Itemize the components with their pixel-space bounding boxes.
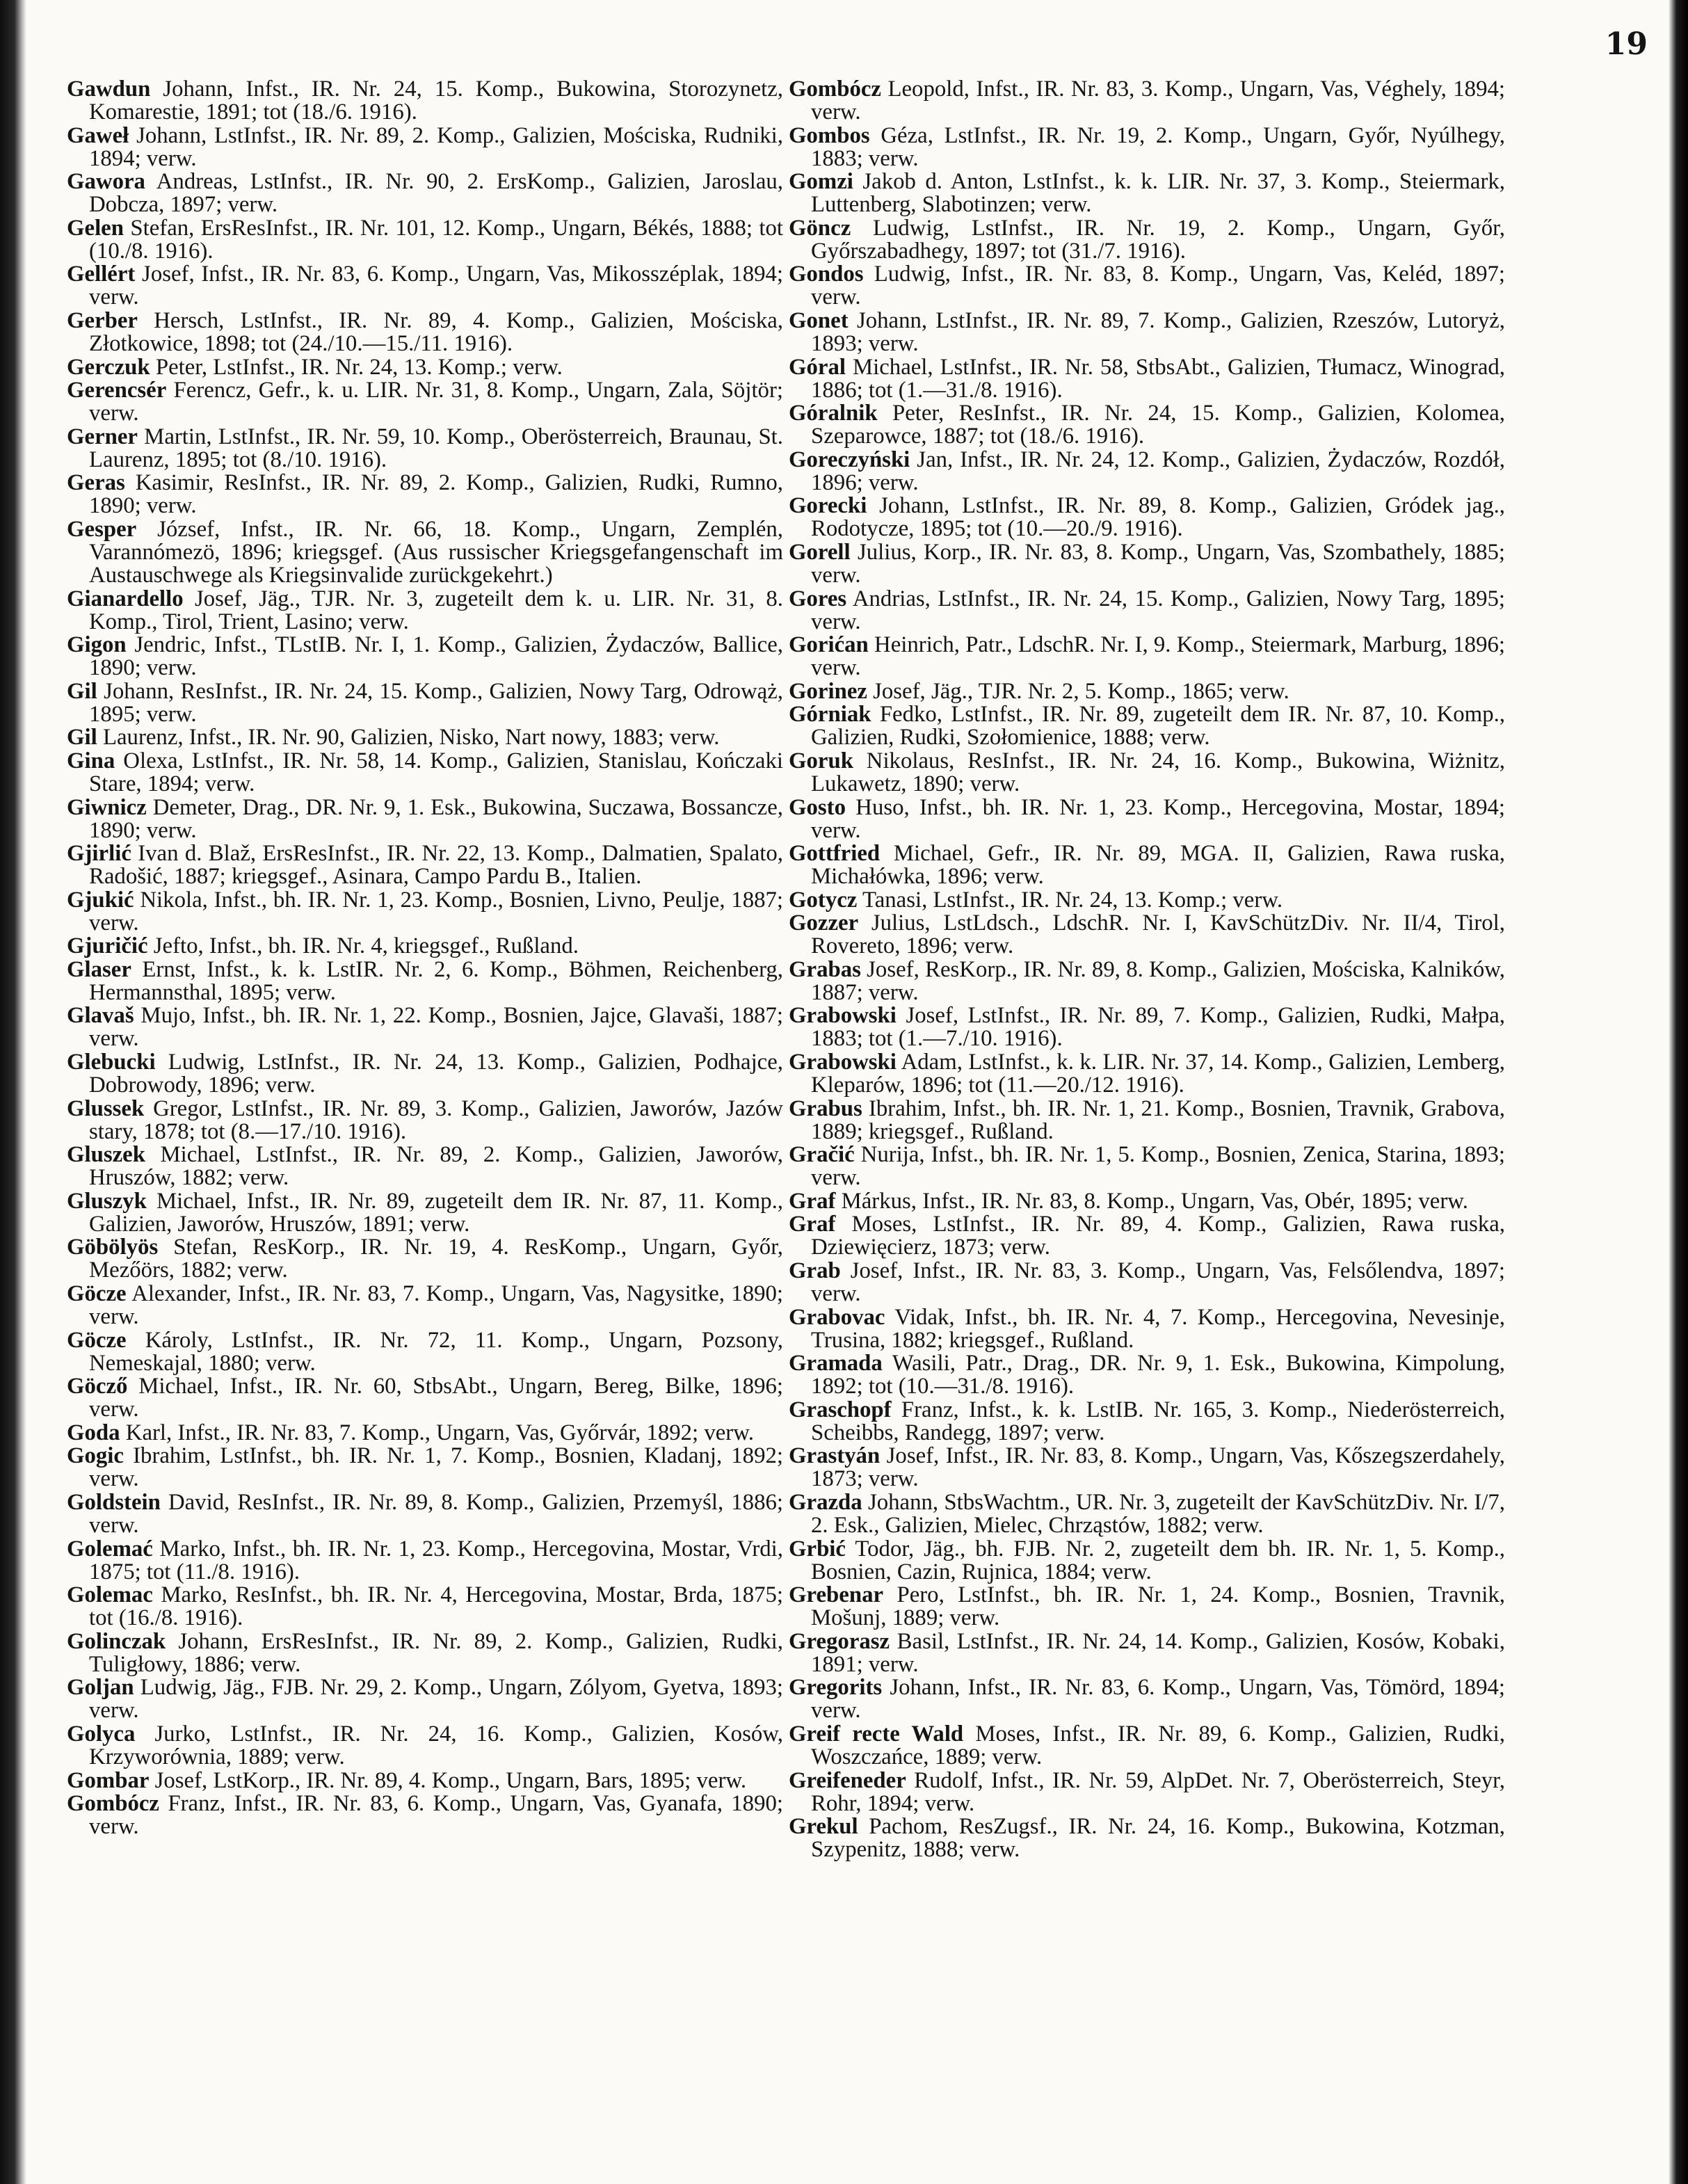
entry-surname: Golyca bbox=[67, 1721, 136, 1747]
entry-surname: Gramada bbox=[789, 1351, 883, 1376]
list-entry bbox=[789, 1676, 1505, 1722]
list-entry bbox=[67, 1630, 783, 1676]
entry-details: Ibrahim, Infst., bh. IR. Nr. 1, 21. Komp., Bosnien, Travnik, Grabova, 1889; kriegsgef., Rußland. bbox=[811, 1095, 1505, 1144]
list-entry bbox=[67, 263, 783, 309]
entry-details: Josef, LstKorp., IR. Nr. 89, 4. Komp., Ungarn, Bars, 1895; verw. bbox=[149, 1767, 747, 1793]
entry-details: Ibrahim, LstInfst., bh. IR. Nr. 1, 7. Komp., Bosnien, Kladanj, 1892; verw. bbox=[89, 1443, 783, 1492]
list-entry bbox=[67, 1769, 783, 1792]
entry-details: Fedko, LstInfst., IR. Nr. 89, zugeteilt dem IR. Nr. 87, 10. Komp., Galizien, Rudki, Szołomienice, 1888; verw. bbox=[811, 702, 1505, 750]
list-entry bbox=[67, 78, 783, 124]
list-entry bbox=[67, 796, 783, 842]
list-entry bbox=[67, 1723, 783, 1769]
entry-surname: Giwnicz bbox=[67, 794, 147, 820]
list-entry bbox=[67, 750, 783, 796]
entry-details: Nikolaus, ResInfst., IR. Nr. 24, 16. Komp., Bukowina, Wiżnitz, Lukawetz, 1890; verw. bbox=[811, 748, 1505, 796]
list-entry bbox=[789, 796, 1505, 842]
list-entry bbox=[67, 356, 783, 379]
entry-details: Johann, ResInfst., IR. Nr. 24, 15. Komp., Galizien, Nowy Targ, Odrowąż, 1895; verw. bbox=[89, 678, 783, 727]
entry-surname: Goljan bbox=[67, 1675, 134, 1701]
list-entry bbox=[67, 518, 783, 587]
entry-details: Johann, Infst., IR. Nr. 83, 6. Komp., Ungarn, Vas, Tömörd, 1894; verw. bbox=[811, 1675, 1505, 1724]
entry-surname: Golemac bbox=[67, 1582, 153, 1608]
entry-details: Josef, Jäg., TJR. Nr. 2, 5. Komp., 1865; verw. bbox=[867, 678, 1289, 704]
entry-surname: Grastyán bbox=[789, 1443, 881, 1469]
entry-surname: Grabowski bbox=[789, 1003, 897, 1029]
entry-surname: Gerczuk bbox=[67, 354, 150, 380]
entry-surname: Górniak bbox=[789, 702, 871, 728]
entry-details: Johann, Infst., IR. Nr. 24, 15. Komp., Bukowina, Storozynetz, Komarestie, 1891; tot (18./6. 1916). bbox=[89, 77, 783, 125]
entry-details: Ernst, Infst., k. k. LstIR. Nr. 2, 6. Komp., Böhmen, Reichenberg, Hermannsthal, 1895; verw. bbox=[89, 956, 783, 1005]
list-entry bbox=[67, 1095, 783, 1144]
list-entry bbox=[789, 680, 1505, 703]
entry-details: Vidak, Infst., bh. IR. Nr. 4, 7. Komp., Hercegovina, Nevesinje, Trusina, 1882; kriegsgef., Rußland. bbox=[811, 1304, 1505, 1353]
entry-details: David, ResInfst., IR. Nr. 89, 8. Komp., Galizien, Przemyśl, 1886; verw. bbox=[89, 1490, 783, 1538]
entry-details: Mujo, Infst., bh. IR. Nr. 1, 22. Komp., Bosnien, Jajce, Glavaši, 1887; verw. bbox=[89, 1003, 783, 1052]
list-entry bbox=[67, 379, 783, 425]
entry-details: Demeter, Drag., DR. Nr. 9, 1. Esk., Bukowina, Suczawa, Bossancze, 1890; verw. bbox=[89, 794, 783, 843]
list-entry bbox=[67, 889, 783, 935]
entry-details: Josef, Jäg., TJR. Nr. 3, zugeteilt dem k. u. LIR. Nr. 31, 8. Komp., Tirol, Trient, Lasino; verw. bbox=[89, 586, 783, 634]
entry-surname: Grabas bbox=[789, 956, 861, 982]
entry-surname: Gozzer bbox=[789, 910, 859, 936]
entry-surname: Gorinez bbox=[789, 678, 867, 704]
entry-surname: Gorićan bbox=[789, 632, 869, 658]
entry-surname: Gosto bbox=[789, 794, 846, 820]
list-entry bbox=[67, 1422, 783, 1445]
list-entry bbox=[67, 842, 783, 888]
entry-details: Alexander, Infst., IR. Nr. 83, 7. Komp., Ungarn, Vas, Nagysitke, 1890; verw. bbox=[89, 1281, 783, 1330]
list-entry bbox=[789, 263, 1505, 309]
entry-details: Jefto, Infst., bh. IR. Nr. 4, kriegsgef., Rußland. bbox=[147, 933, 579, 959]
page-number: 19 bbox=[1605, 26, 1648, 62]
list-entry bbox=[789, 1260, 1505, 1306]
entry-details: Andreas, LstInfst., IR. Nr. 90, 2. ErsKomp., Galizien, Jaroslau, Dobcza, 1897; verw. bbox=[89, 169, 783, 218]
entry-surname: Góralnik bbox=[789, 401, 878, 426]
list-entry bbox=[789, 356, 1505, 402]
list-entry bbox=[67, 1190, 783, 1236]
list-entry bbox=[789, 912, 1505, 958]
entry-surname: Goda bbox=[67, 1420, 120, 1445]
entry-details: Heinrich, Patr., LdschR. Nr. I, 9. Komp., Steiermark, Marburg, 1896; verw. bbox=[811, 632, 1505, 681]
entry-details: Michael, Gefr., IR. Nr. 89, MGA. II, Galizien, Rawa ruska, Michałówka, 1896; verw. bbox=[811, 841, 1505, 890]
list-entry bbox=[789, 958, 1505, 1004]
list-entry bbox=[789, 1584, 1505, 1630]
entry-details: Stefan, ResKorp., IR. Nr. 19, 4. ResKomp., Ungarn, Győr, Mezőörs, 1882; verw. bbox=[89, 1235, 783, 1283]
entry-surname: Goldstein bbox=[67, 1490, 161, 1515]
entry-surname: Greifeneder bbox=[789, 1767, 906, 1793]
entry-details: Huso, Infst., bh. IR. Nr. 1, 23. Komp., Hercegovina, Mostar, 1894; verw. bbox=[811, 794, 1505, 843]
entry-surname: Graschopf bbox=[789, 1397, 892, 1422]
entry-surname: Gombos bbox=[789, 122, 870, 148]
entry-surname: Greif recte Wald bbox=[789, 1721, 964, 1747]
entry-surname: Gombócz bbox=[67, 1791, 159, 1817]
entry-surname: Gjukić bbox=[67, 887, 134, 913]
entry-surname: Gregorits bbox=[789, 1675, 883, 1701]
list-entry bbox=[67, 680, 783, 726]
entry-details: Rudolf, Infst., IR. Nr. 59, AlpDet. Nr. 7, Oberösterreich, Steyr, Rohr, 1894; verw. bbox=[811, 1767, 1505, 1816]
entry-surname: Gigon bbox=[67, 632, 127, 658]
list-entry bbox=[789, 1306, 1505, 1352]
entry-details: Marko, ResInfst., bh. IR. Nr. 4, Hercegovina, Mostar, Brda, 1875; tot (16./8. 1916). bbox=[89, 1582, 783, 1631]
entry-surname: Gonet bbox=[789, 307, 849, 333]
list-entry bbox=[67, 426, 783, 472]
entry-surname: Gjuričić bbox=[67, 933, 148, 959]
list-entry bbox=[67, 472, 783, 517]
entry-details: Leopold, Infst., IR. Nr. 83, 3. Komp., Ungarn, Vas, Véghely, 1894; verw. bbox=[811, 77, 1505, 125]
entry-details: Karl, Infst., IR. Nr. 83, 7. Komp., Ungarn, Vas, Győrvár, 1892; verw. bbox=[120, 1420, 754, 1445]
entry-surname: Golemać bbox=[67, 1536, 153, 1561]
entry-details: Franz, Infst., k. k. LstIB. Nr. 165, 3. Komp., Niederösterreich, Scheibbs, Randegg, 1897; verw. bbox=[811, 1397, 1505, 1445]
entry-details: Olexa, LstInfst., IR. Nr. 58, 14. Komp., Galizien, Stanislau, Kończaki Stare, 1894; verw. bbox=[89, 748, 783, 796]
list-entry bbox=[67, 1584, 783, 1630]
list-entry bbox=[67, 1283, 783, 1328]
list-entry bbox=[789, 217, 1505, 263]
entry-details: Josef, ResKorp., IR. Nr. 89, 8. Komp., Galizien, Mościska, Kalników, 1887; verw. bbox=[811, 956, 1505, 1005]
entry-surname: Gomzi bbox=[789, 169, 853, 195]
list-entry bbox=[789, 1630, 1505, 1676]
list-entry bbox=[789, 307, 1505, 356]
entry-surname: Gellért bbox=[67, 262, 136, 287]
entry-details: Johann, LstInfst., IR. Nr. 89, 8. Komp., Galizien, Gródek jag., Rodotycze, 1895; tot (10.—20./9. 1916). bbox=[811, 493, 1505, 542]
list-entry bbox=[67, 726, 783, 749]
entry-details: Andrias, LstInfst., IR. Nr. 24, 15. Komp., Galizien, Nowy Targ, 1895; verw. bbox=[811, 586, 1505, 634]
list-entry bbox=[67, 588, 783, 634]
entry-surname: Gerber bbox=[67, 307, 138, 333]
entry-surname: Gračić bbox=[789, 1142, 855, 1168]
entry-surname: Geras bbox=[67, 470, 125, 496]
list-entry bbox=[67, 1792, 783, 1838]
list-entry bbox=[789, 78, 1505, 124]
entry-details: Kasimir, ResInfst., IR. Nr. 89, 2. Komp., Galizien, Rudki, Rumno, 1890; verw. bbox=[89, 470, 783, 519]
entry-details: Josef, Infst., IR. Nr. 83, 6. Komp., Ungarn, Vas, Mikosszéplak, 1894; verw. bbox=[89, 262, 783, 310]
list-entry bbox=[789, 1143, 1505, 1189]
entry-details: Michael, Infst., IR. Nr. 60, StbsAbt., Ungarn, Bereg, Bilke, 1896; verw. bbox=[89, 1374, 783, 1422]
list-entry bbox=[789, 750, 1505, 796]
list-entry bbox=[67, 1491, 783, 1537]
entry-details: Pero, LstInfst., bh. IR. Nr. 1, 24. Komp., Bosnien, Travnik, Mošunj, 1889; verw. bbox=[811, 1582, 1505, 1631]
list-entry bbox=[67, 307, 783, 356]
entry-surname: Gawdun bbox=[67, 77, 151, 102]
list-entry bbox=[67, 1143, 783, 1189]
list-entry bbox=[789, 1004, 1505, 1050]
list-entry bbox=[789, 889, 1505, 912]
entry-details: Johann, ErsResInfst., IR. Nr. 89, 2. Komp., Galizien, Rudki, Tuligłowy, 1886; verw. bbox=[89, 1628, 783, 1677]
entry-details: Nikola, Infst., bh. IR. Nr. 1, 23. Komp., Bosnien, Livno, Peulje, 1887; verw. bbox=[89, 887, 783, 936]
entry-surname: Gesper bbox=[67, 516, 137, 542]
entry-surname: Glebucki bbox=[67, 1050, 156, 1075]
entry-surname: Gorecki bbox=[789, 493, 867, 519]
entry-details: Peter, ResInfst., IR. Nr. 24, 15. Komp., Galizien, Kolomea, Szeparowce, 1887; tot (18./6. 1916). bbox=[811, 401, 1505, 449]
list-entry bbox=[789, 1723, 1505, 1769]
list-entry bbox=[789, 842, 1505, 888]
entry-details: Franz, Infst., IR. Nr. 83, 6. Komp., Ungarn, Vas, Gyanafa, 1890; verw. bbox=[89, 1791, 783, 1840]
entry-details: Julius, LstLdsch., LdschR. Nr. I, KavSchützDiv. Nr. II/4, Tirol, Rovereto, 1896; verw. bbox=[811, 910, 1505, 959]
entry-details: Michael, Infst., IR. Nr. 89, zugeteilt dem IR. Nr. 87, 11. Komp., Galizien, Jaworów, Hruszów, 1891; verw. bbox=[89, 1188, 783, 1237]
left-column bbox=[67, 78, 783, 1839]
entry-surname: Göcze bbox=[67, 1327, 127, 1353]
entry-details: Josef, Infst., IR. Nr. 83, 3. Komp., Ungarn, Vas, Felsőlendva, 1897; verw. bbox=[811, 1258, 1505, 1307]
entry-surname: Glavaš bbox=[67, 1003, 134, 1029]
list-entry bbox=[789, 1815, 1505, 1861]
entry-details: Marko, Infst., bh. IR. Nr. 1, 23. Komp., Hercegovina, Mostar, Vrdi, 1875; tot (11./8. 1916). bbox=[89, 1536, 783, 1584]
entry-surname: Göbölyös bbox=[67, 1235, 159, 1260]
entry-details: Hersch, LstInfst., IR. Nr. 89, 4. Komp., Galizien, Mościska, Złotkowice, 1898; tot (24./10.—15./11. 1916). bbox=[89, 307, 783, 356]
entry-details: Ludwig, LstInfst., IR. Nr. 19, 2. Komp., Ungarn, Győr, Győrszabadhegy, 1897; tot (31./7. 1916). bbox=[811, 215, 1505, 264]
list-entry bbox=[67, 1004, 783, 1050]
entry-details: Martin, LstInfst., IR. Nr. 59, 10. Komp., Oberösterreich, Braunau, St. Laurenz, 1895; tot (8./10. 1916). bbox=[89, 424, 783, 472]
entry-surname: Góral bbox=[789, 354, 846, 380]
entry-surname: Goruk bbox=[789, 748, 853, 773]
entry-details: Johann, LstInfst., IR. Nr. 89, 2. Komp., Galizien, Mościska, Rudniki, 1894; verw. bbox=[89, 122, 783, 171]
entry-surname: Gil bbox=[67, 678, 97, 704]
list-entry bbox=[789, 703, 1505, 749]
entry-surname: Gjirlić bbox=[67, 841, 131, 867]
entry-surname: Gogic bbox=[67, 1443, 124, 1469]
list-entry bbox=[789, 495, 1505, 540]
entry-details: Michael, LstInfst., IR. Nr. 89, 2. Komp., Galizien, Jaworów, Hruszów, 1882; verw. bbox=[89, 1142, 783, 1191]
entry-surname: Gawora bbox=[67, 169, 145, 195]
entry-surname: Gianardello bbox=[67, 586, 184, 611]
entry-details: Gregor, LstInfst., IR. Nr. 89, 3. Komp., Galizien, Jaworów, Jazów stary, 1878; tot (8.—17./10. 1916). bbox=[89, 1095, 783, 1144]
entry-details: Jurko, LstInfst., IR. Nr. 24, 16. Komp., Galizien, Kosów, Krzyworównia, 1889; verw. bbox=[89, 1721, 783, 1769]
list-entry bbox=[789, 1445, 1505, 1491]
list-entry bbox=[67, 170, 783, 216]
entry-surname: Gelen bbox=[67, 215, 124, 241]
entry-surname: Grab bbox=[789, 1258, 841, 1284]
entry-details: Ludwig, Jäg., FJB. Nr. 29, 2. Komp., Ungarn, Zólyom, Gyetva, 1893; verw. bbox=[89, 1675, 783, 1724]
entry-details: Todor, Jäg., bh. FJB. Nr. 2, zugeteilt dem bh. IR. Nr. 1, 5. Komp., Bosnien, Cazin, Rujnica, 1884; verw. bbox=[811, 1536, 1505, 1584]
entry-surname: Gaweł bbox=[67, 122, 129, 148]
entry-details: Ludwig, Infst., IR. Nr. 83, 8. Komp., Ungarn, Vas, Keléd, 1897; verw. bbox=[811, 262, 1505, 310]
list-entry bbox=[789, 1213, 1505, 1259]
list-entry bbox=[67, 1329, 783, 1375]
entry-surname: Graf bbox=[789, 1188, 836, 1214]
entry-details: Peter, LstInfst., IR. Nr. 24, 13. Komp.; verw. bbox=[150, 354, 563, 380]
entry-surname: Golinczak bbox=[67, 1628, 166, 1654]
entry-details: Géza, LstInfst., IR. Nr. 19, 2. Komp., Ungarn, Győr, Nyúlhegy, 1883; verw. bbox=[811, 122, 1505, 171]
list-entry bbox=[67, 122, 783, 171]
entry-details: Johann, StbsWachtm., UR. Nr. 3, zugeteilt der KavSchützDiv. Nr. I/7, 2. Esk., Galizien, Mielec, Chrząstów, 1882; verw. bbox=[811, 1490, 1505, 1538]
entry-surname: Gombar bbox=[67, 1767, 150, 1793]
entry-surname: Göcze bbox=[67, 1281, 127, 1307]
page-edge-shadow-right bbox=[1669, 0, 1688, 2184]
entry-details: Károly, LstInfst., IR. Nr. 72, 11. Komp., Ungarn, Pozsony, Nemeskajal, 1880; verw. bbox=[89, 1327, 783, 1376]
entry-surname: Gil bbox=[67, 725, 97, 750]
list-entry bbox=[789, 1769, 1505, 1815]
list-entry bbox=[67, 1375, 783, 1421]
list-entry bbox=[789, 170, 1505, 216]
entry-surname: Grabus bbox=[789, 1095, 862, 1121]
entry-surname: Gotycz bbox=[789, 887, 858, 913]
entry-surname: Grebenar bbox=[789, 1582, 884, 1608]
page-edge-shadow-left bbox=[0, 0, 26, 2184]
entry-details: Ivan d. Blaž, ErsResInfst., IR. Nr. 22, 13. Komp., Dalmatien, Spalato, Radošić, 1887; kriegsgef., Asinara, Campo Pardu B., Italien. bbox=[89, 841, 783, 890]
entry-surname: Graf bbox=[789, 1212, 836, 1237]
entry-details: Tanasi, LstInfst., IR. Nr. 24, 13. Komp.; verw. bbox=[857, 887, 1283, 913]
list-entry bbox=[789, 402, 1505, 448]
entry-surname: Gina bbox=[67, 748, 115, 773]
entry-surname: Gerencsér bbox=[67, 378, 167, 403]
entry-details: Jan, Infst., IR. Nr. 24, 12. Komp., Galizien, Żydaczów, Rozdół, 1896; verw. bbox=[811, 447, 1505, 495]
entry-surname: Gluszek bbox=[67, 1142, 145, 1168]
entry-surname: Goreczyński bbox=[789, 447, 910, 472]
list-entry bbox=[789, 122, 1505, 171]
list-entry bbox=[789, 1190, 1505, 1213]
list-entry bbox=[789, 541, 1505, 587]
entry-details: Wasili, Patr., Drag., DR. Nr. 9, 1. Esk., Bukowina, Kimpolung, 1892; tot (10.—31./8. 1916). bbox=[811, 1351, 1505, 1399]
entry-surname: Gottfried bbox=[789, 841, 881, 867]
entry-surname: Grabovac bbox=[789, 1304, 885, 1330]
entry-surname: Gregorasz bbox=[789, 1628, 890, 1654]
list-entry bbox=[789, 1491, 1505, 1537]
list-entry bbox=[789, 588, 1505, 634]
list-entry bbox=[67, 1676, 783, 1722]
list-entry bbox=[67, 217, 783, 263]
entry-details: Ferencz, Gefr., k. u. LIR. Nr. 31, 8. Komp., Ungarn, Zala, Söjtör; verw. bbox=[89, 378, 783, 426]
list-entry bbox=[789, 1352, 1505, 1398]
list-entry bbox=[67, 634, 783, 680]
list-entry bbox=[67, 1445, 783, 1491]
entry-details: Michael, LstInfst., IR. Nr. 58, StbsAbt., Galizien, Tłumacz, Winograd, 1886; tot (1.—31./8. 1916). bbox=[811, 354, 1505, 403]
entry-details: Márkus, Infst., IR. Nr. 83, 8. Komp., Ungarn, Vas, Obér, 1895; verw. bbox=[835, 1188, 1468, 1214]
entry-surname: Gombócz bbox=[789, 77, 881, 102]
list-entry bbox=[789, 1538, 1505, 1584]
entry-surname: Göcző bbox=[67, 1374, 128, 1399]
list-entry bbox=[789, 1399, 1505, 1445]
list-entry bbox=[789, 449, 1505, 495]
list-entry bbox=[789, 634, 1505, 680]
list-entry bbox=[67, 958, 783, 1004]
entry-details: Jakob d. Anton, LstInfst., k. k. LIR. Nr. 37, 3. Komp., Steiermark, Luttenberg, Slabotinzen; verw. bbox=[811, 169, 1505, 218]
entry-surname: Grabowski bbox=[789, 1050, 897, 1075]
entry-details: Josef, Infst., IR. Nr. 83, 8. Komp., Ungarn, Vas, Kőszegszerdahely, 1873; verw. bbox=[811, 1443, 1505, 1492]
entry-details: Jendric, Infst., TLstIB. Nr. I, 1. Komp., Galizien, Żydaczów, Ballice, 1890; verw. bbox=[89, 632, 783, 681]
list-entry bbox=[67, 1051, 783, 1097]
entry-surname: Grazda bbox=[789, 1490, 862, 1515]
entry-details: Nurija, Infst., bh. IR. Nr. 1, 5. Komp., Bosnien, Zenica, Starina, 1893; verw. bbox=[811, 1142, 1505, 1191]
entry-details: Stefan, ErsResInfst., IR. Nr. 101, 12. Komp., Ungarn, Békés, 1888; tot (10./8. 1916). bbox=[89, 215, 783, 264]
entry-surname: Grekul bbox=[789, 1814, 858, 1840]
entry-surname: Gerner bbox=[67, 424, 138, 449]
entry-surname: Gores bbox=[789, 586, 847, 611]
list-entry bbox=[67, 1538, 783, 1584]
entry-details: Johann, LstInfst., IR. Nr. 89, 7. Komp., Galizien, Rzeszów, Lutoryż, 1893; verw. bbox=[811, 307, 1505, 356]
entry-surname: Gorell bbox=[789, 539, 851, 565]
entry-details: Josef, LstInfst., IR. Nr. 89, 7. Komp., Galizien, Rudki, Małpa, 1883; tot (1.—7./10. 1916). bbox=[811, 1003, 1505, 1052]
entry-details: Basil, LstInfst., IR. Nr. 24, 14. Komp., Galizien, Kosów, Kobaki, 1891; verw. bbox=[811, 1628, 1505, 1677]
entry-details: Adam, LstInfst., k. k. LIR. Nr. 37, 14. Komp., Galizien, Lemberg, Kleparów, 1896; tot (11.—20./12. 1916). bbox=[811, 1050, 1505, 1098]
entry-surname: Gondos bbox=[789, 262, 864, 287]
list-entry bbox=[789, 1051, 1505, 1097]
entry-surname: Grbić bbox=[789, 1536, 846, 1561]
list-entry bbox=[789, 1095, 1505, 1144]
list-entry bbox=[67, 935, 783, 958]
entry-details: Pachom, ResZugsf., IR. Nr. 24, 16. Komp., Bukowina, Kotzman, Szypenitz, 1888; verw. bbox=[811, 1814, 1505, 1863]
right-column bbox=[789, 78, 1505, 1862]
entry-surname: Göncz bbox=[789, 215, 851, 241]
entry-details: Moses, Infst., IR. Nr. 89, 6. Komp., Galizien, Rudki, Woszczańce, 1889; verw. bbox=[811, 1721, 1505, 1769]
entry-surname: Glussek bbox=[67, 1095, 145, 1121]
entry-surname: Glaser bbox=[67, 956, 131, 982]
entry-details: Moses, LstInfst., IR. Nr. 89, 4. Komp., Galizien, Rawa ruska, Dziewięcierz, 1873; verw. bbox=[811, 1212, 1505, 1260]
entry-details: Laurenz, Infst., IR. Nr. 90, Galizien, Nisko, Nart nowy, 1883; verw. bbox=[97, 725, 720, 750]
entry-details: Julius, Korp., IR. Nr. 83, 8. Komp., Ungarn, Vas, Szombathely, 1885; verw. bbox=[811, 539, 1505, 588]
entry-surname: Gluszyk bbox=[67, 1188, 147, 1214]
entry-details: József, Infst., IR. Nr. 66, 18. Komp., Ungarn, Zemplén, Varannómezö, 1896; kriegsgef. (Aus russischer Kriegsgefangenschaft im Austauschwege als Kriegsinvalide zurückgekehrt.) bbox=[89, 516, 783, 588]
list-entry bbox=[67, 1236, 783, 1282]
entry-details: Ludwig, LstInfst., IR. Nr. 24, 13. Komp., Galizien, Podhajce, Dobrowody, 1896; verw. bbox=[89, 1050, 783, 1098]
